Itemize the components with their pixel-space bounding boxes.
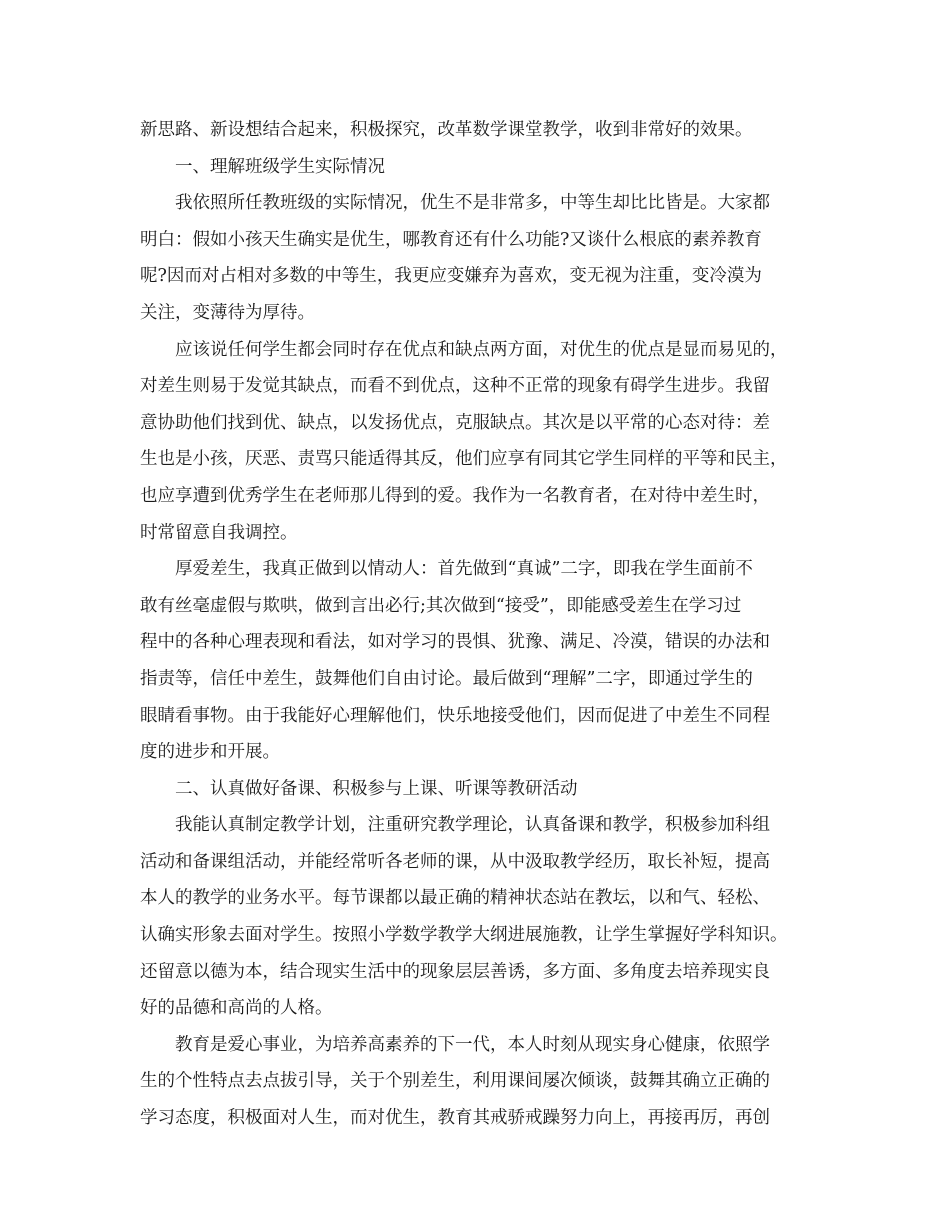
text-line: 指责等，信任中差生，鼓舞他们自由讨论。最后做到“理解”二字，即通过学生的 (140, 668, 753, 689)
text-line: 度的进步和开展。 (140, 742, 280, 763)
text-line: 还留意以德为本，结合现实生活中的现象层层善诱，多方面、多角度去培养现实良 (140, 961, 770, 982)
text-line: 也应享遭到优秀学生在老师那儿得到的爱。我作为一名教育者，在对待中差生时， (140, 485, 770, 506)
text-line: 敢有丝毫虚假与欺哄，做到言出必行;其次做到“接受”，即能感受差生在学习过 (140, 595, 742, 616)
text-line: 教育是爱心事业，为培养高素养的下一代，本人时刻从现实身心健康，依照学 (140, 1034, 770, 1055)
text-line: 认确实形象去面对学生。按照小学数学教学大纲进展施教，让学生掌握好学科知识。 (140, 925, 788, 946)
text-line: 学习态度，积极面对人生，而对优生，教育其戒骄戒躁努力向上，再接再厉，再创 (140, 1108, 770, 1129)
section-heading: 二、认真做好备课、积极参与上课、听课等教研活动 (140, 778, 578, 799)
document-body (140, 112, 820, 1137)
section-heading: 一、理解班级学生实际情况 (140, 156, 385, 177)
text-line: 厚爱差生，我真正做到以情动人：首先做到“真诚”二字，即我在学生面前不 (140, 559, 753, 580)
text-line: 活动和备课组活动，并能经常听各老师的课，从中汲取教学经历，取长补短，提高 (140, 851, 770, 872)
text-line: 生的个性特点去点拔引导，关于个别差生，利用课间屡次倾谈，鼓舞其确立正确的 (140, 1071, 770, 1092)
text-line: 新思路、新设想结合起来，积极探究，改革数学课堂教学，收到非常好的效果。 (140, 120, 753, 140)
text-line: 程中的各种心理表现和看法，如对学习的畏惧、犹豫、满足、冷漠，错误的办法和 (140, 632, 770, 653)
text-line: 生也是小孩，厌恶、责骂只能适得其反，他们应享有同其它学生同样的平等和民主， (140, 449, 788, 470)
text-line: 明白：假如小孩天生确实是优生，哪教育还有什么功能?又谈什么根底的素养教育 (140, 229, 762, 250)
text-line: 眼睛看事物。由于我能好心理解他们，快乐地接受他们，因而促进了中差生不同程 (140, 705, 770, 726)
text-line: 意协助他们找到优、缺点，以发扬优点，克服缺点。其次是以平常的心态对待：差 (140, 412, 770, 433)
text-line: 对差生则易于发觉其缺点，而看不到优点，这种不正常的现象有碍学生进步。我留 (140, 376, 770, 397)
text-line: 呢?因而对占相对多数的中等生，我更应变嫌弃为喜欢，变无视为注重，变冷漠为 (140, 266, 762, 287)
text-line: 我依照所任教班级的实际情况，优生不是非常多，中等生却比比皆是。大家都 (140, 193, 770, 214)
text-line: 时常留意自我调控。 (140, 522, 298, 543)
text-line: 本人的教学的业务水平。每节课都以最正确的精神状态站在教坛，以和气、轻松、 (140, 888, 770, 909)
text-line: 关注，变薄待为厚待。 (140, 302, 315, 323)
text-line: 好的品德和高尚的人格。 (140, 998, 333, 1019)
text-line: 我能认真制定教学计划，注重研究教学理论，认真备课和教学，积极参加科组 (140, 815, 770, 836)
text-line: 应该说任何学生都会同时存在优点和缺点两方面，对优生的优点是显而易见的， (140, 339, 788, 360)
